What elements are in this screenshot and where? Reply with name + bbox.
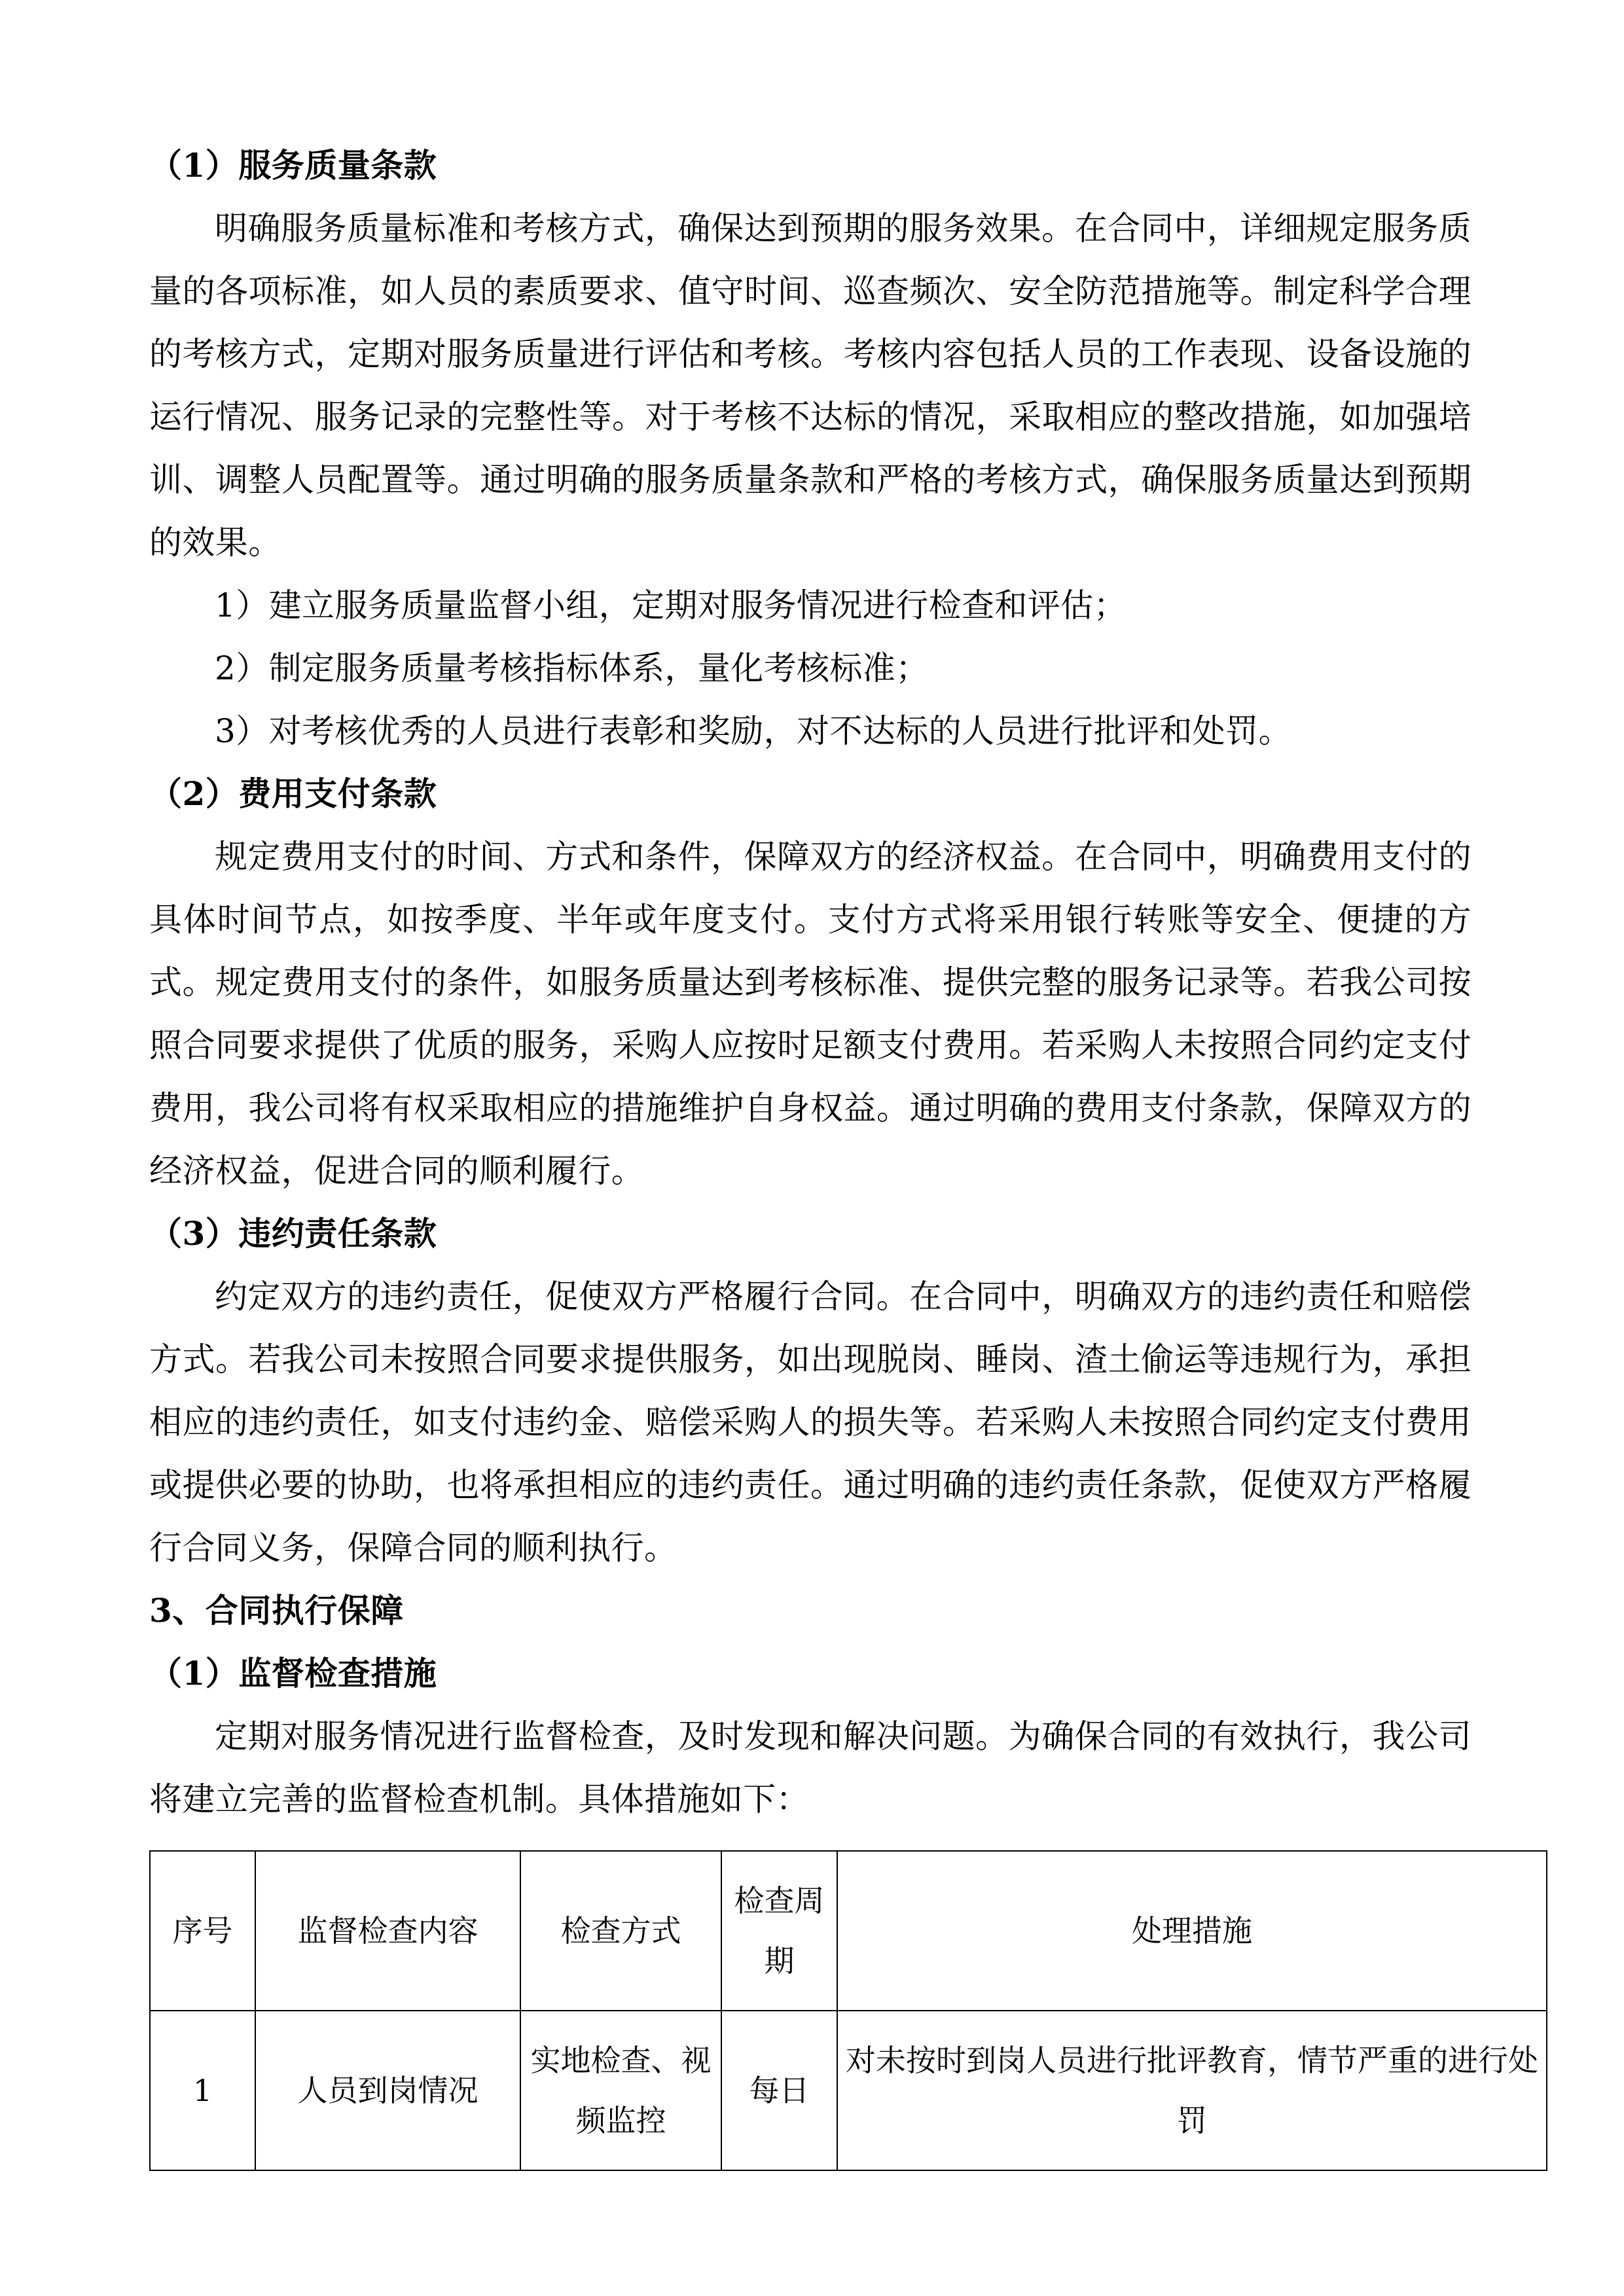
table-cell-seq: 1 <box>150 2011 255 2170</box>
heading-breach-liability-clause: （3）违约责任条款 <box>149 1214 437 1253</box>
heading-supervision-inspection-measures: （1）监督检查措施 <box>149 1654 437 1693</box>
document-body <box>149 134 1538 2171</box>
table-cell-method: 实地检查、视频监控 <box>520 2011 721 2170</box>
list-item-2: 2）制定服务质量考核指标体系，量化考核标准； <box>215 649 929 687</box>
table-header-method: 检查方式 <box>520 1851 721 2011</box>
paragraph-service-quality-clause: 明确服务质量标准和考核方式，确保达到预期的服务效果。在合同中，详细规定服务质量的各项标准，如人员的素质要求、值守时间、巡查频次、安全防范措施等。制定科学合理的考核方式，定期对服务质量进行评估和考核。考核内容包括人员的工作表现、设备设施的运行情况、服务记录的完整性等。对于考核不达标的情况，采取相应的整改措施，如加强培训、调整人员配置等。通过明确的服务质量条款和严格的考核方式，确保服务质量达到预期的效果。 <box>149 209 1471 562</box>
paragraph-breach-liability-clause: 约定双方的违约责任，促使双方严格履行合同。在合同中，明确双方的违约责任和赔偿方式。若我公司未按照合同要求提供服务，如出现脱岗、睡岗、渣土偷运等违规行为，承担相应的违约责任，如支付违约金、赔偿采购人的损失等。若采购人未按照合同约定支付费用或提供必要的协助，也将承担相应的违约责任。通过明确的违约责任条款，促使双方严格履行合同义务，保障合同的顺利执行。 <box>149 1278 1471 1567</box>
table-header-seq: 序号 <box>150 1851 255 2011</box>
table-cell-content: 人员到岗情况 <box>255 2011 520 2170</box>
table-row <box>150 2011 1547 2170</box>
paragraph-supervision-inspection-measures: 定期对服务情况进行监督检查，及时发现和解决问题。为确保合同的有效执行，我公司将建立完善的监督检查机制。具体措施如下： <box>149 1717 1471 1818</box>
heading-contract-execution-guarantee: 3、合同执行保障 <box>149 1591 404 1630</box>
heading-service-quality-clause: （1）服务质量条款 <box>149 146 437 185</box>
table-header-content: 监督检查内容 <box>255 1851 520 2011</box>
table-header-action: 处理措施 <box>837 1851 1547 2011</box>
table-header-row <box>150 1851 1547 2011</box>
table-header-cycle: 检查周期 <box>721 1851 837 2011</box>
supervision-inspection-table-wrapper <box>149 1850 1538 2171</box>
table-cell-action: 对未按时到岗人员进行批评教育，情节严重的进行处罚 <box>837 2011 1547 2170</box>
list-item-3: 3）对考核优秀的人员进行表彰和奖励，对不达标的人员进行批评和处罚。 <box>215 712 1292 750</box>
list-item-1: 1）建立服务质量监督小组，定期对服务情况进行检查和评估； <box>215 586 1127 624</box>
supervision-inspection-table <box>149 1850 1547 2171</box>
paragraph-payment-clause: 规定费用支付的时间、方式和条件，保障双方的经济权益。在合同中，明确费用支付的具体时间节点，如按季度、半年或年度支付。支付方式将采用银行转账等安全、便捷的方式。规定费用支付的条件，如服务质量达到考核标准、提供完整的服务记录等。若我公司按照合同要求提供了优质的服务，采购人应按时足额支付费用。若采购人未按照合同约定支付费用，我公司将有权采取相应的措施维护自身权益。通过明确的费用支付条款，保障双方的经济权益，促进合同的顺利履行。 <box>149 838 1471 1190</box>
table-cell-cycle: 每日 <box>721 2011 837 2170</box>
heading-payment-clause: （2）费用支付条款 <box>149 774 437 813</box>
